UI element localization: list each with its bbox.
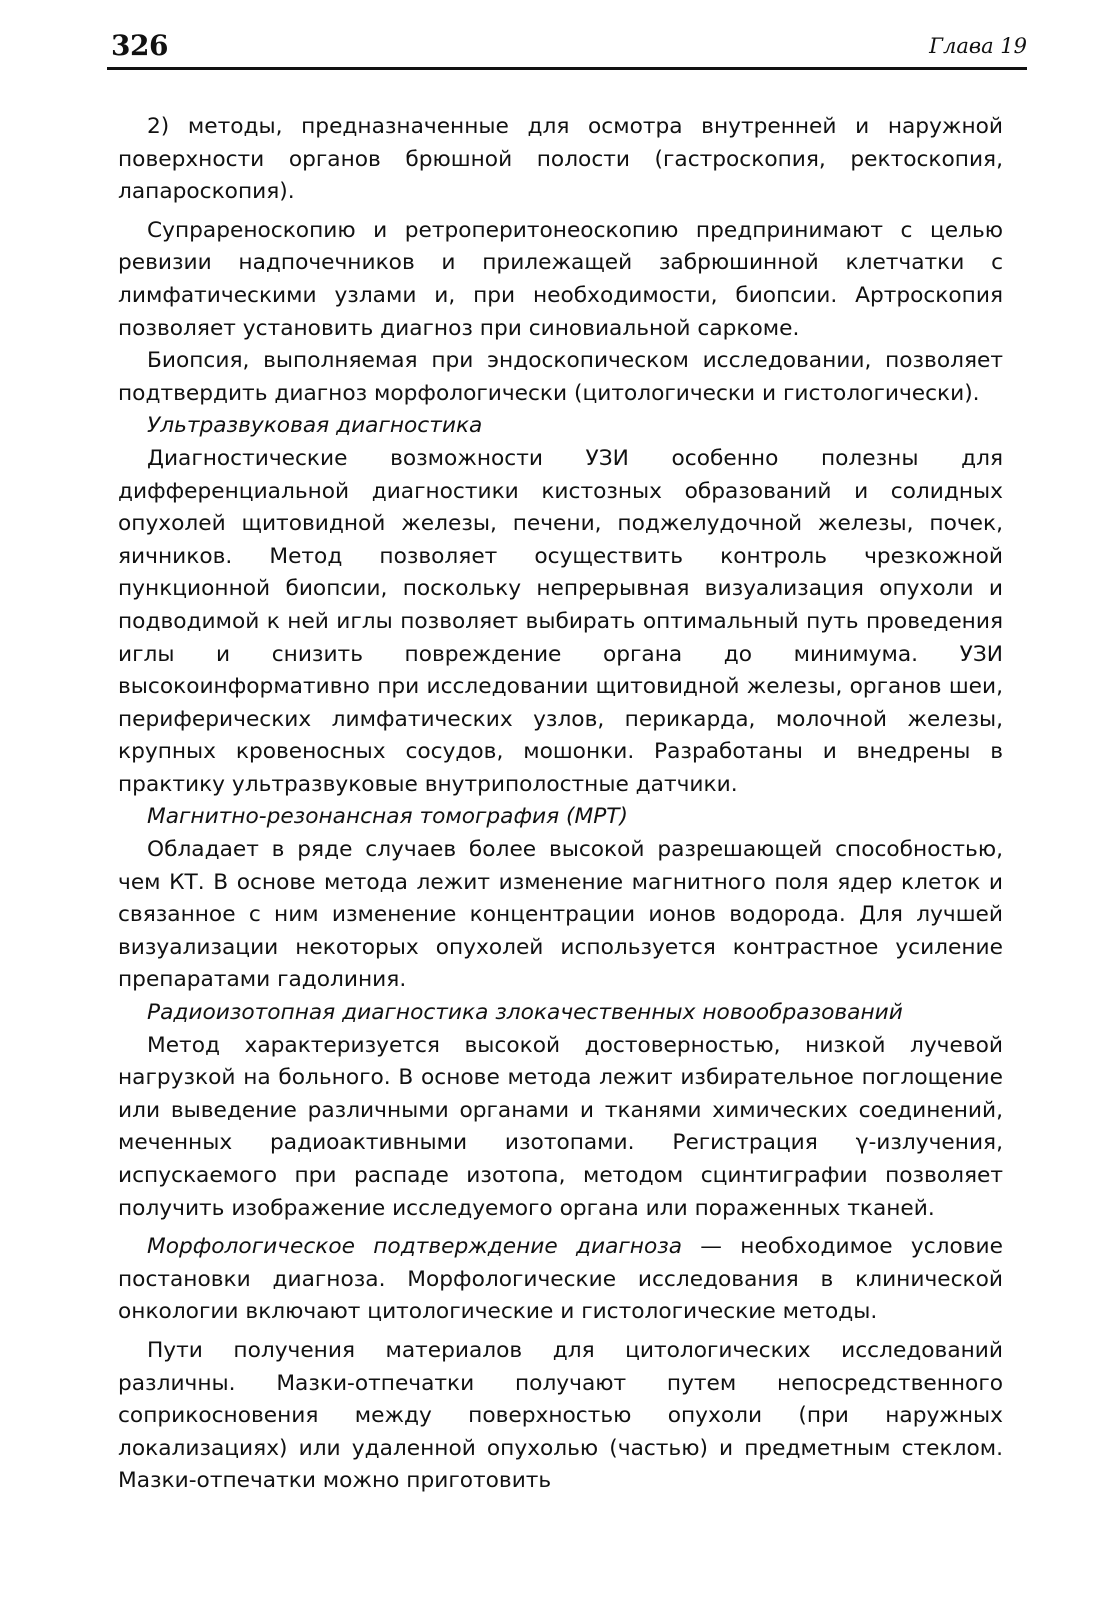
paragraph-morphological-confirmation bbox=[118, 1231, 1003, 1329]
heading-radioisotope: Радиоизотопная диагностика злокачественных новообразований bbox=[147, 1000, 903, 1026]
paragraph-ultrasound: Диагностические возможности УЗИ особенно полезны для дифференциальной диагностики кистозных образований и солидных опухолей щитовидной железы, печени, поджелудочной железы, почек, яичников. Метод позволяет осуществить контроль чрезкожной пункционной биопсии, поскольку непрерывная визуализация опухоли и подводимой к ней иглы позволяет выбирать оптимальный путь проведения иглы и снизить повреждение органа до минимума. УЗИ высокоинформативно при исследовании щитовидной железы, органов шеи, периферических лимфатических узлов, перикарда, молочной железы, крупных кровеносных сосудов, мошонки. Разработаны и внедрены в практику ультразвуковые внутриполостные датчики. bbox=[118, 445, 1003, 797]
paragraph-mri: Обладает в ряде случаев более высокой разрешающей способностью, чем КТ. В основе метода лежит изменение магнитного поля ядер клеток и связанное с ним изменение концентрации ионов водорода. Для лучшей визуализации некоторых опухолей используется контрастное усиление препаратами гадолиния. bbox=[118, 837, 1003, 993]
page-number: 326 bbox=[111, 29, 168, 62]
paragraph-methods-list: 2) методы, предназначенные для осмотра внутренней и наружной поверхности органов брюшной полости (гастроскопия, ректоскопия, лапароскопия). bbox=[118, 114, 1003, 205]
paragraph-cytology-materials: Пути получения материалов для цитологических исследований различны. Мазки-отпечатки получают путем непосредственного соприкосновения между поверхностью опухоли (при наружных локализациях) или удаленной опухолью (частью) и предметным стеклом. Мазки-отпечатки можно приготовить bbox=[118, 1337, 1003, 1494]
term-morphological-confirmation: Морфологическое подтверждение диагноза bbox=[147, 1234, 683, 1260]
paragraph-radioisotope: Метод характеризуется высокой достоверностью, низкой лучевой нагрузкой на больного. В основе метода лежит избирательное поглощение или выведение различными органами и тканями химических соединений, меченных радиоактивными изотопами. Регистрация γ-излучения, испускаемого при распаде изотопа, методом сцинтиграфии позволяет получить изображение исследуемого органа или пораженных тканей. bbox=[118, 1032, 1003, 1221]
body-text bbox=[118, 111, 1003, 1498]
text-morphological-confirmation: — необходимое условие постановки диагноза. Морфологические исследования в клинической онкологии включают цитологические и гистологические методы. bbox=[118, 1234, 1003, 1325]
heading-ultrasound: Ультразвуковая диагностика bbox=[147, 413, 483, 439]
chapter-title: Глава 19 bbox=[929, 34, 1027, 58]
paragraph-suprarenoscopy: Супраренoскопию и ретроперитонеоскопию предпринимают с целью ревизии надпочечников и прилежащей забрюшинной клетчатки с лимфатическими узлами и, при необходимости, биопсии. Артроскопия позволяет установить диагноз при синовиальной саркоме. bbox=[118, 217, 1003, 341]
header-rule bbox=[107, 67, 1027, 70]
page-header bbox=[107, 24, 1027, 70]
heading-mri: Магнитно-резонансная томография (МРТ) bbox=[147, 804, 628, 830]
paragraph-biopsy: Биопсия, выполняемая при эндоскопическом исследовании, позволяет подтвердить диагноз морфологически (цитологически и гистологически). bbox=[118, 348, 1003, 406]
